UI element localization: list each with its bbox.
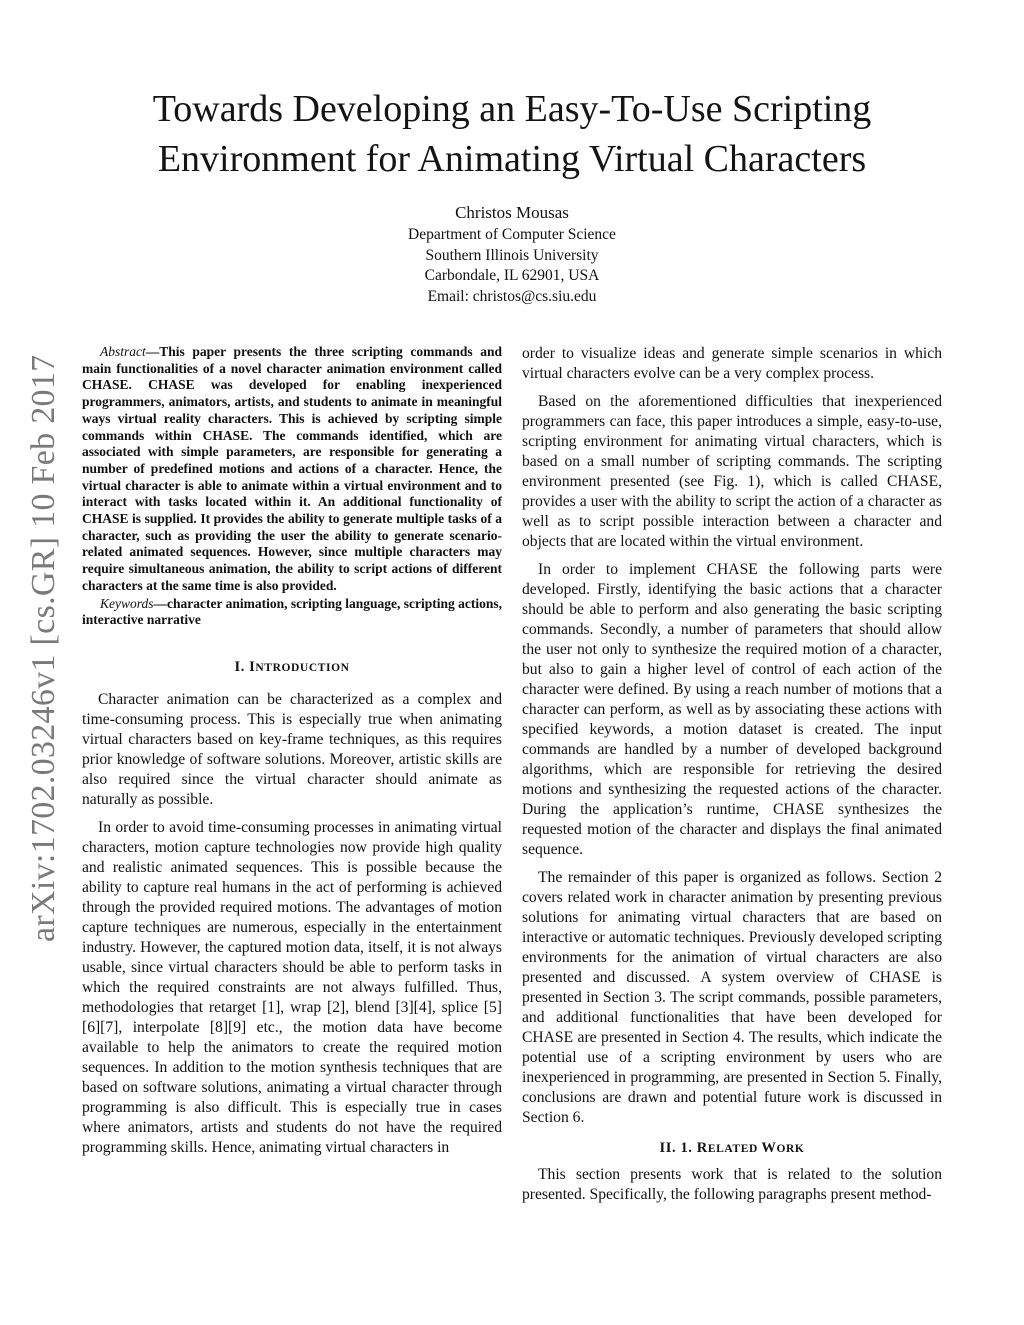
section-number: II. 1.	[659, 1140, 697, 1156]
arxiv-stamp: arXiv:1702.03246v1 [cs.GR] 10 Feb 2017	[25, 354, 62, 942]
related-work-body	[522, 1165, 942, 1205]
section-rest: ELATED	[707, 1143, 762, 1155]
paragraph: Character animation can be characterized as a complex and time-consuming process. This is especially true when animating virtual characters based on key-frame techniques, as this requires prior knowledge of software solutions. Moreover, artistic skills are also required since the virtual character should animate as naturally as possible.	[82, 690, 502, 808]
section-heading-related-work	[522, 1138, 942, 1159]
abstract-text: This paper presents the three scripting commands and main functionalities of a novel character animation environment called CHASE. CHASE was developed for enabling inexperienced programmers, animators, artists, and students to animate in meaningful ways virtual reality characters. This is achieved by scripting simple commands within CHASE. The commands identified, which are associated with simple parameters, are responsible for generating a number of predefined motions and actions of a character. Hence, the virtual character is able to animate within a virtual environment and to interact with tasks located within it. An additional functionality of CHASE is supplied. It provides the ability to generate multiple tasks of a character, such as providing the user the ability to generate scenario-related animated sequences. However, since multiple characters may require simultaneous animation, the ability to script actions of different characters at the same time is also provided.	[82, 344, 502, 593]
abstract-label-text: Abstract	[100, 344, 146, 359]
keywords-label: Keywords	[100, 595, 154, 611]
section-heading-introduction	[82, 657, 502, 678]
affiliation-location: Carbondale, IL 62901, USA	[424, 267, 600, 284]
introduction-body	[82, 690, 502, 1158]
keywords-dash: —	[153, 595, 167, 611]
title-line-1: Towards Developing an Easy-To-Use Scripting	[152, 88, 872, 130]
paragraph: In order to avoid time-consuming processes in animating virtual characters, motion capture technologies now provide high quality and realistic animated sequences. This is possible because the ability to capture real humans in the act of performing is achieved through the provided required motions. The advantages of motion capture techniques are numerous, especially in the entertainment industry. However, the captured motion data, itself, it is not always usable, since virtual characters should be able to perform tasks in which the required constraints are not always fulfilled. Thus, methodologies that retarget [1], wrap [2], blend [3][4], splice [5][6][7], interpolate [8][9] etc., the motion data have become available to help the animators to create the required motion sequences. In addition to the motion synthesis techniques that are based on software solutions, animating a virtual character through programming is also difficult. This is especially true in cases where animators, artists and students do not have the required programming skills. Hence, animating virtual characters in	[82, 818, 502, 1156]
paragraph: The remainder of this paper is organized as follows. Section 2 covers related work in character animation by presenting previous solutions for animating virtual characters that are based on interactive or automatic techniques. Previously developed scripting environments for the animation of virtual characters are also presented and discussed. A system overview of CHASE is presented in Section 3. The script commands, possible parameters, and additional functionalities that have been developed for CHASE are presented in Section 4. The results, which indicate the potential use of a scripting environment by users who are inexperienced in programming, are presented in Section 5. Finally, conclusions are drawn and potential future work is discussed in Section 6.	[522, 869, 942, 1126]
left-column	[82, 344, 502, 1166]
affiliation-department: Department of Computer Science	[408, 226, 616, 243]
section-cap-letter: I	[249, 658, 256, 675]
abstract-label	[100, 344, 146, 359]
paragraph: This section presents work that is related to the solution presented. Specifically, the following paragraphs present method-	[522, 1166, 942, 1203]
section-rest: NTRODUCTION	[255, 661, 350, 674]
author-email: Email: christos@cs.siu.edu	[427, 287, 597, 305]
section-cap-letter: W	[761, 1140, 777, 1156]
right-column-body	[522, 344, 942, 1128]
section-rest: ORK	[776, 1143, 805, 1155]
title-line-2: Environment for Animating Virtual Characters	[157, 138, 867, 180]
paragraph: order to visualize ideas and generate simple scenarios in which virtual characters evolve can be a very complex process.	[522, 345, 942, 382]
keywords-text: character animation, scripting language, scripting actions, interactive narrative	[82, 595, 502, 628]
section-cap-letter: R	[696, 1140, 708, 1156]
author-block	[212, 202, 812, 307]
right-column	[522, 344, 942, 1213]
paper-title	[60, 84, 964, 184]
section-number: I.	[234, 658, 250, 675]
abstract-dash: —	[145, 344, 160, 359]
keywords-paragraph	[82, 596, 502, 629]
abstract	[82, 344, 502, 629]
paragraph: In order to implement CHASE the following parts were developed. Firstly, identifying the basic actions that a character should be able to perform and also generating the basic scripting commands. Secondly, a number of parameters that should allow the user not only to synthesize the required motion of a character, but also to gain a higher level of control of each action of the character were defined. By using a reach number of motions that a character can perform, as well as by associating these actions with specified keywords, a motion dataset is created. The input commands are handled by a number of developed background algorithms, which are responsible for retrieving the desired motions and synthesizing the requested actions of the character. During the application’s runtime, CHASE synthesizes the requested motion of the character and displays the final animated sequence.	[522, 561, 942, 858]
abstract-paragraph	[82, 344, 502, 595]
author-name: Christos Mousas	[455, 203, 569, 222]
affiliation-university: Southern Illinois University	[425, 246, 599, 264]
paragraph: Based on the aforementioned difficulties that inexperienced programmers can face, this paper introduces a simple, easy-to-use, scripting environment for animating virtual characters, which is based on a small number of scripting commands. The scripting environment presented (see Fig. 1), which is called CHASE, provides a user with the ability to script the action of a character as well as to script possible interaction between a character and objects that are located within the virtual environment.	[522, 393, 942, 550]
